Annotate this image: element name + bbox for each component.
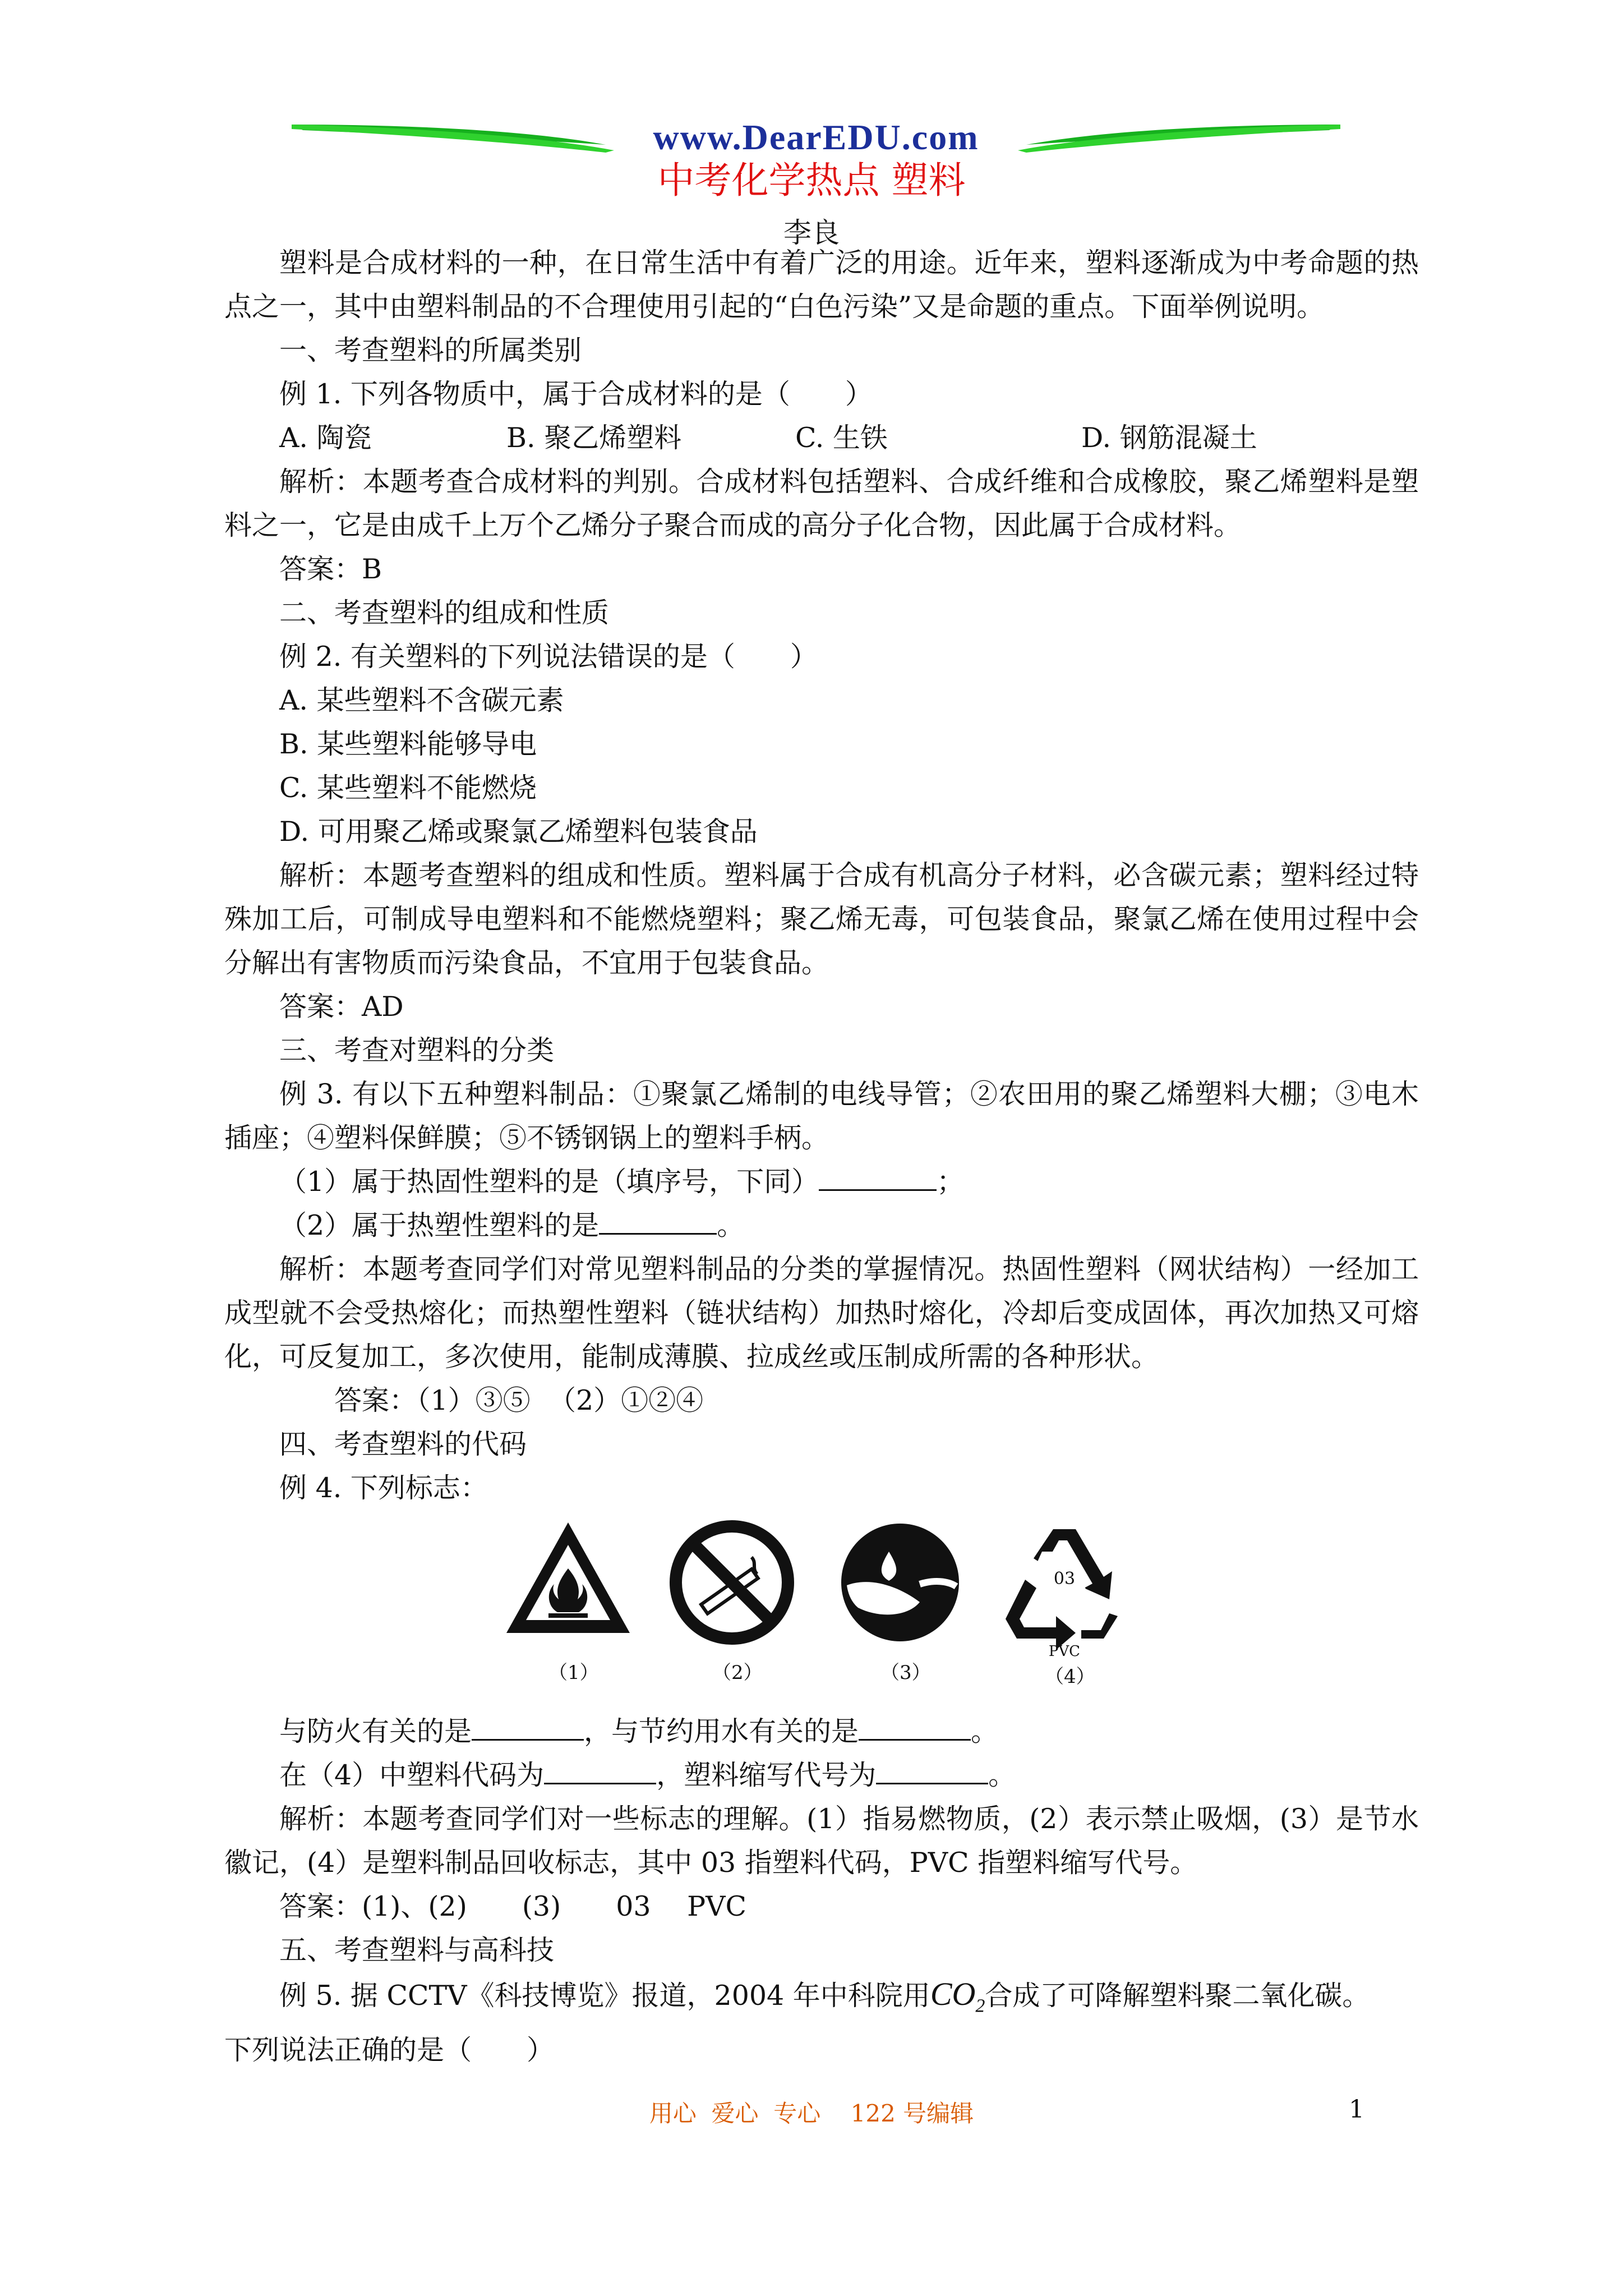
article-body [224,241,1419,2072]
example-3-sub-2 [224,1204,1419,1248]
example-5-question [224,1972,1419,2028]
sub-1-end: ； [937,1166,965,1198]
answer-part-1: 答案：（1）③⑤ [334,1384,531,1416]
example-2-option-d: D. 可用聚乙烯或聚氯乙烯塑料包装食品 [279,816,758,848]
option-d: D. 钢筋混凝土 [1081,422,1257,454]
section-2-heading: 二、考查塑料的组成和性质 [279,597,610,629]
figure-label-2: （2） [712,1662,763,1684]
sub-2-end: 。 [717,1209,745,1241]
recycle-icon [997,1518,1132,1658]
water-saving-sign [836,1518,965,1684]
figure-label-3: （3） [880,1662,931,1684]
co2-formula [930,1976,985,2017]
page-title: 中考化学热点 塑料 [657,159,966,202]
example-3-analysis: 解析：本题考查同学们对常见塑料制品的分类的掌握情况。热固性塑料（网状结构）一经加工成型就不会受热熔化；而热塑性塑料（链状结构）加热时熔化，冷却后变成固体，再次加热又可熔化，可反复加工，多次使用，能制成薄膜、拉成丝或压制成所需的各种形状。 [224,1253,1419,1373]
example-3-answer [224,1379,1419,1423]
example-4-line-2 [224,1754,1419,1797]
example-3-question: 例 3. 有以下五种塑料制品：①聚氯乙烯制的电线导管；②农田用的聚乙烯塑料大棚；③电木插座；④塑料保鲜膜；⑤不锈钢锅上的塑料手柄。 [224,1078,1419,1154]
line-2-text-c: 。 [988,1759,1016,1791]
example-4-line-1 [224,1710,1419,1754]
section-5-heading: 五、考查塑料与高科技 [279,1934,555,1966]
author: 李良 [783,217,840,249]
water-saving-icon [836,1518,965,1647]
answer-part-2: （2）①②④ [548,1384,704,1416]
example-4-analysis: 解析：本题考查同学们对一些标志的理解。(1）指易燃物质，(2）表示禁止吸烟，(3）是节水徽记，(4）是塑料制品回收标志，其中 03 指塑料代码，PVC 指塑料缩写代号。 [224,1803,1419,1879]
figure-label-1: （1） [548,1662,599,1684]
question-text-b: 合成了可降解塑料聚二氧化碳。 [985,1980,1370,2012]
recycle-abbr: PVC [1048,1643,1081,1658]
section-4-heading: 四、考查塑料的代码 [279,1428,527,1460]
line-2-text-b: ，塑料缩写代号为 [656,1759,877,1791]
example-2-option-c: C. 某些塑料不能燃烧 [279,772,537,804]
flammable-warning-icon [504,1518,633,1647]
example-4-question: 例 4. 下列标志： [279,1472,488,1504]
question-text-a: 例 5. 据 CCTV《科技博览》报道，2004 年中科院用 [279,1980,930,2012]
line-1-text-a: 与防火有关的是 [279,1715,472,1747]
answer-blank[interactable] [472,1717,584,1741]
site-name[interactable]: www.DearEDU.com [653,117,979,157]
answer-blank[interactable] [544,1760,656,1784]
answer-blank[interactable] [859,1717,971,1741]
no-smoking-icon [667,1518,796,1647]
answer-blank[interactable] [819,1167,937,1191]
section-1-heading: 一、考查塑料的所属类别 [279,334,582,366]
co2-main: CO [930,1976,976,2012]
line-1-text-c: 。 [971,1715,999,1747]
line-2-text-a: 在（4）中塑料代码为 [279,1759,545,1791]
option-b: B. 聚乙烯塑料 [506,422,682,454]
recycle-sign [997,1518,1132,1688]
answer-blank[interactable] [599,1211,717,1235]
line-1-text-b: ，与节约用水有关的是 [584,1715,859,1747]
example-2-option-a: A. 某些塑料不含碳元素 [279,684,564,716]
page-footer: 用心 爱心 专心 122 号编辑 [649,2100,974,2127]
example-1-options [224,416,1419,460]
sub-2-text: （2）属于热塑性塑料的是 [279,1209,600,1241]
option-c: C. 生铁 [795,422,888,454]
example-2-answer: 答案：AD [279,991,404,1023]
figure-label-4: （4） [1045,1665,1095,1688]
example-2-option-b: B. 某些塑料能够导电 [279,728,537,760]
answer-blank[interactable] [876,1760,988,1784]
option-a: A. 陶瓷 [279,422,372,454]
example-2-analysis: 解析：本题考查塑料的组成和性质。塑料属于合成有机高分子材料，必含碳元素；塑料经过特殊加工后，可制成导电塑料和不能燃烧塑料；聚乙烯无毒，可包装食品，聚氯乙烯在使用过程中会分解出有害物质而污染食品，不宜用于包装食品。 [224,859,1419,979]
co2-subscript: 2 [975,1995,985,2017]
sub-1-text: （1）属于热固性塑料的是（填序号，下同） [279,1166,819,1198]
signs-figure [224,1518,1419,1703]
example-1-question: 例 1. 下列各物质中，属于合成材料的是（ ） [279,378,873,410]
example-2-question: 例 2. 有关塑料的下列说法错误的是（ ） [279,641,818,673]
example-1-answer: 答案：B [279,553,382,585]
intro-paragraph: 塑料是合成材料的一种，在日常生活中有着广泛的用途。近年来，塑料逐渐成为中考命题的热点之一，其中由塑料制品的不合理使用引起的“白色污染”又是命题的重点。下面举例说明。 [224,247,1419,323]
page-number: 1 [1349,2095,1364,2124]
example-4-answer: 答案：(1)、(2) (3) 03 PVC [279,1890,747,1922]
recycle-code: 03 [1053,1569,1076,1589]
no-smoking-sign [667,1518,796,1684]
fire-hazard-sign [504,1518,633,1684]
example-3-sub-1 [224,1160,1419,1204]
example-5-question-2: 下列说法正确的是（ ） [224,2033,555,2066]
section-3-heading: 三、考查对塑料的分类 [279,1034,555,1066]
example-1-analysis: 解析：本题考查合成材料的判别。合成材料包括塑料、合成纤维和合成橡胶，聚乙烯塑料是塑料之一，它是由成千上万个乙烯分子聚合而成的高分子化合物，因此属于合成材料。 [224,466,1419,541]
